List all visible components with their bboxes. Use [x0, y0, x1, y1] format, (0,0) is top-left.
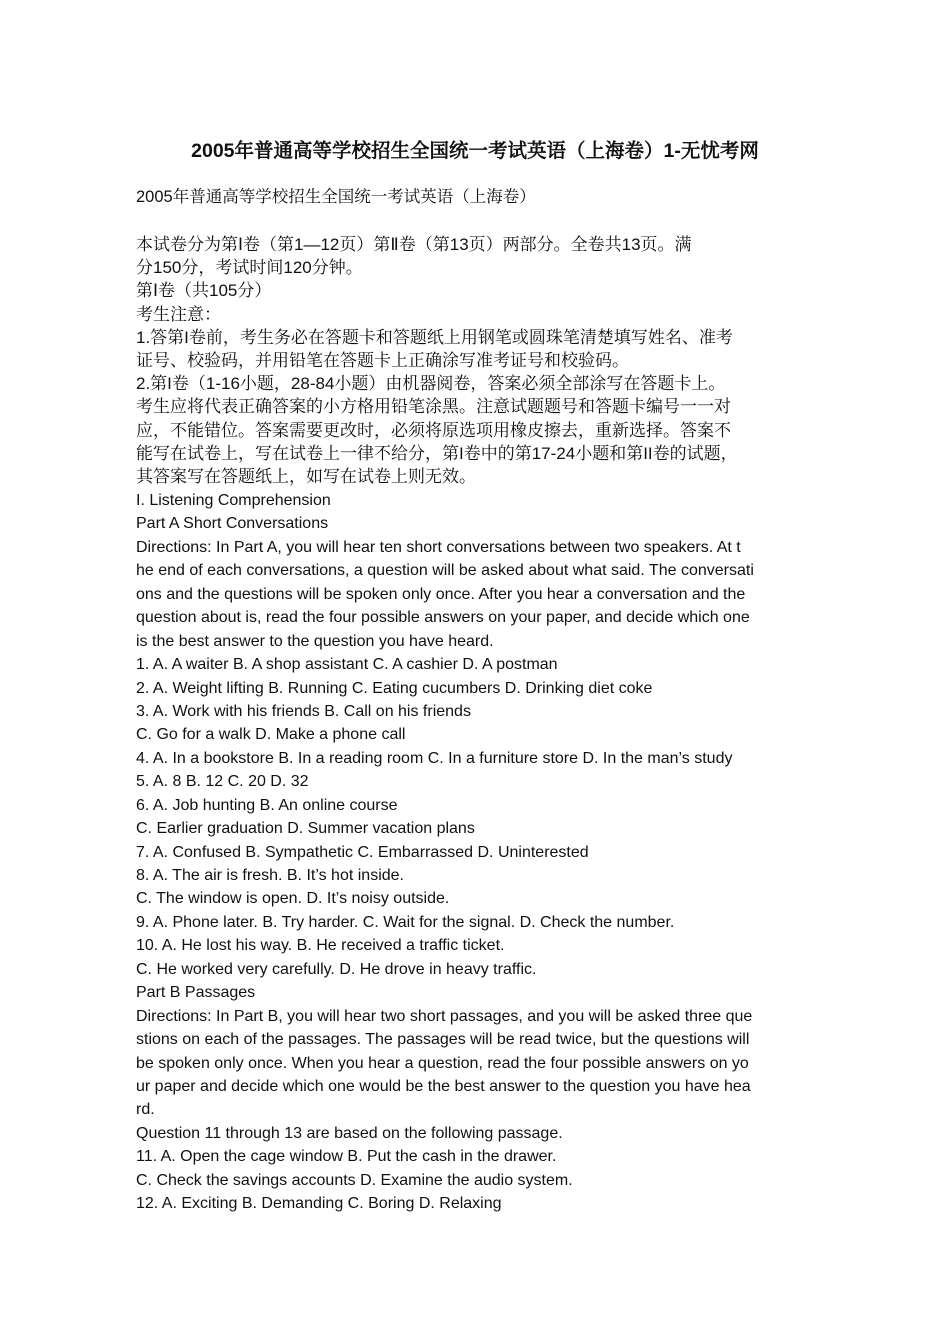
- question-line: 12. A. Exciting B. Demanding C. Boring D. Relaxing: [136, 1195, 502, 1213]
- instruction-line: 本试卷分为第Ⅰ卷（第1—12页）第Ⅱ卷（第13页）两部分。全卷共13页。满: [136, 235, 692, 254]
- listening-section: [136, 489, 826, 1216]
- passage-intro: Question 11 through 13 are based on the following passage.: [136, 1124, 563, 1142]
- document-subtitle: 2005年普通高等学校招生全国统一考试英语（上海卷）: [136, 188, 536, 206]
- question-line: 3. A. Work with his friends B. Call on his friends: [136, 702, 471, 720]
- question-line: C. Earlier graduation D. Summer vacation plans: [136, 820, 475, 838]
- question-line: C. The window is open. D. It’s noisy outside.: [136, 890, 450, 908]
- directions-line: question about is, read the four possible answers on your paper, and decide which one: [136, 609, 750, 627]
- part-heading: Part A Short Conversations: [136, 515, 329, 533]
- directions-line: is the best answer to the question you have heard.: [136, 632, 494, 650]
- instruction-line: 第Ⅰ卷（共105分）: [136, 281, 272, 301]
- directions-line: stions on each of the passages. The passages will be read twice, but the questions will: [136, 1031, 750, 1049]
- instruction-line: 其答案写在答题纸上，如写在试卷上则无效。: [136, 466, 476, 486]
- instruction-line: 2.第I卷（1-16小题，28-84小题）由机器阅卷，答案必须全部涂写在答题卡上。: [136, 374, 726, 394]
- question-line: 1. A. A waiter B. A shop assistant C. A cashier D. A postman: [136, 656, 558, 674]
- directions-line: ur paper and decide which one would be the best answer to the question you have hea: [136, 1077, 751, 1095]
- question-line: 10. A. He lost his way. B. He received a traffic ticket.: [136, 937, 505, 955]
- directions-line: Directions: In Part B, you will hear two short passages, and you will be asked three que: [136, 1007, 753, 1025]
- document-title: 2005年普通高等学校招生全国统一考试英语（上海卷）1-无忧考网: [191, 140, 759, 162]
- instruction-line: 考生注意：: [136, 304, 221, 324]
- directions-line: ons and the questions will be spoken only once. After you hear a conversation and the: [136, 585, 746, 603]
- directions-line: rd.: [136, 1101, 155, 1119]
- instruction-line: 证号、校验码，并用铅笔在答题卡上正确涂写准考证号和校验码。: [136, 350, 629, 370]
- instruction-line: 应，不能错位。答案需要更改时，必须将原选项用橡皮擦去，重新选择。答案不: [136, 420, 731, 440]
- question-line: 2. A. Weight lifting B. Running C. Eating cucumbers D. Drinking diet coke: [136, 679, 653, 697]
- question-line: 11. A. Open the cage window B. Put the cash in the drawer.: [136, 1148, 557, 1166]
- question-line: 8. A. The air is fresh. B. It’s hot inside.: [136, 867, 404, 884]
- question-line: 7. A. Confused B. Sympathetic C. Embarrassed D. Uninterested: [136, 843, 589, 861]
- question-line: 4. A. In a bookstore B. In a reading room C. In a furniture store D. In the man’s study: [136, 749, 733, 767]
- question-line: 9. A. Phone later. B. Try harder. C. Wait for the signal. D. Check the number.: [136, 913, 675, 931]
- question-line: C. He worked very carefully. D. He drove in heavy traffic.: [136, 960, 537, 978]
- directions-line: Directions: In Part A, you will hear ten short conversations between two speakers. At t: [136, 538, 741, 556]
- exam-instructions: [136, 233, 826, 488]
- section-heading: I. Listening Comprehension: [136, 492, 331, 509]
- instruction-line: 分150分，考试时间120分钟。: [136, 258, 363, 278]
- question-line: C. Go for a walk D. Make a phone call: [136, 726, 406, 744]
- question-line: C. Check the savings accounts D. Examine the audio system.: [136, 1171, 573, 1189]
- question-line: 5. A. 8 B. 12 C. 20 D. 32: [136, 773, 309, 791]
- instruction-line: 考生应将代表正确答案的小方格用铅笔涂黑。注意试题题号和答题卡编号一一对: [136, 397, 731, 417]
- instruction-line: 1.答第I卷前，考生务必在答题卡和答题纸上用钢笔或圆珠笔清楚填写姓名、准考: [136, 327, 733, 347]
- instruction-line: 能写在试卷上，写在试卷上一律不给分，第I卷中的第17-24小题和第II卷的试题，: [136, 443, 738, 463]
- directions-line: be spoken only once. When you hear a question, read the four possible answers on yo: [136, 1054, 749, 1072]
- part-heading: Part B Passages: [136, 984, 256, 1002]
- directions-line: he end of each conversations, a question will be asked about what said. The conversati: [136, 562, 754, 580]
- question-line: 6. A. Job hunting B. An online course: [136, 796, 398, 814]
